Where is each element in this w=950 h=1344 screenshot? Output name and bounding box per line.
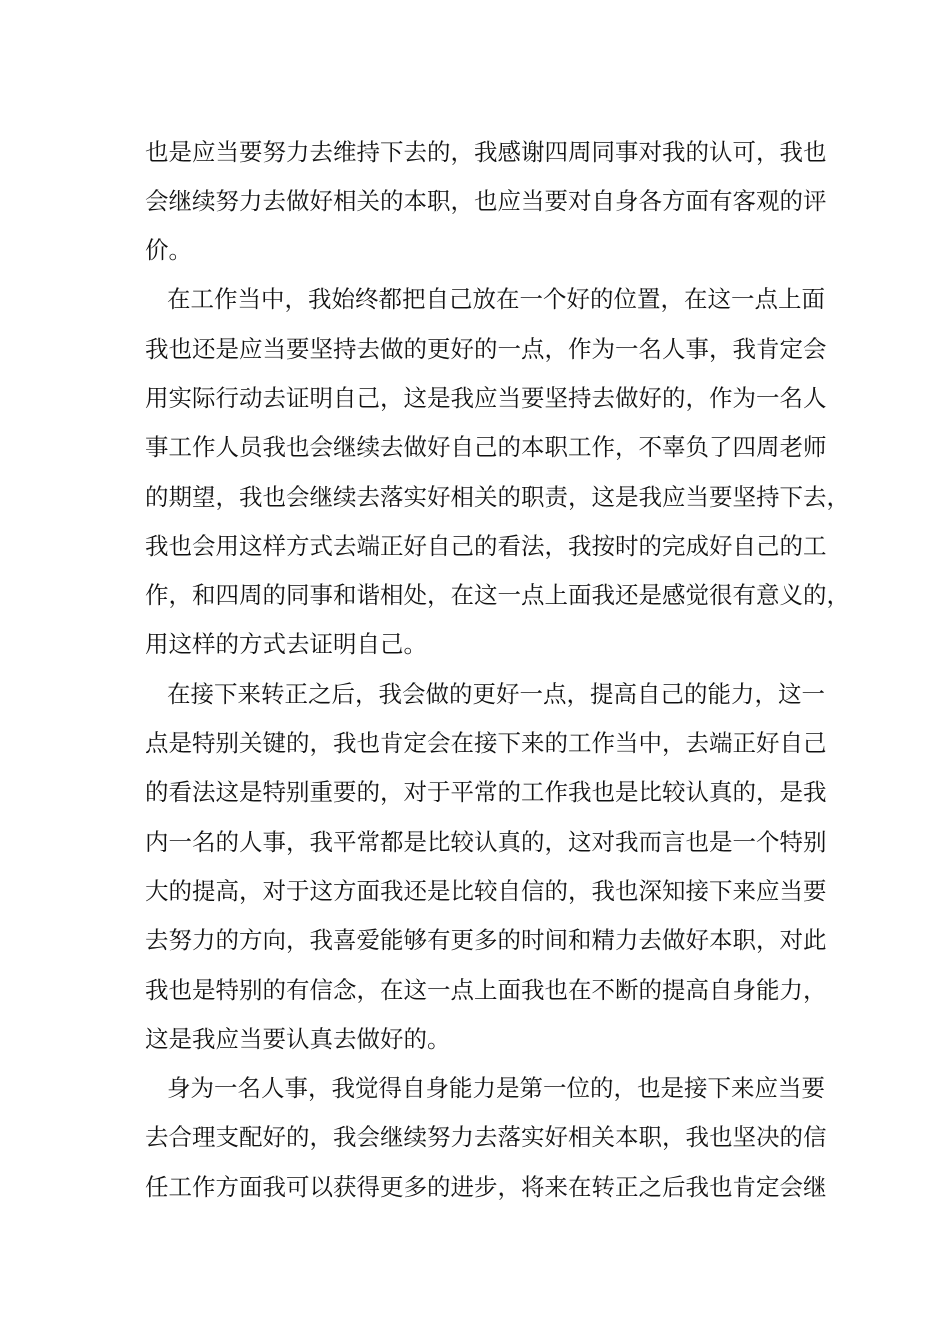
text-line: 去合理支配好的，我会继续努力去落实好相关本职，我也坚决的信 bbox=[145, 1123, 827, 1151]
text-line: 会继续努力去做好相关的本职，也应当要对自身各方面有客观的评 bbox=[145, 187, 827, 215]
paragraph-start-line: 在工作当中，我始终都把自己放在一个好的位置，在这一点上面 bbox=[167, 285, 825, 313]
text-line: 任工作方面我可以获得更多的进步，将来在转正之后我也肯定会继 bbox=[145, 1173, 827, 1201]
text-line: 点是特别关键的，我也肯定会在接下来的工作当中，去端正好自己 bbox=[145, 729, 827, 757]
text-line: 我也是特别的有信念，在这一点上面我也在不断的提高自身能力， bbox=[145, 976, 827, 1004]
text-line: 的期望，我也会继续去落实好相关的职责，这是我应当要坚持下去， bbox=[145, 483, 850, 511]
text-line: 去努力的方向，我喜爱能够有更多的时间和精力去做好本职，对此 bbox=[145, 926, 827, 954]
text-line: 内一名的人事，我平常都是比较认真的，这对我而言也是一个特别 bbox=[145, 828, 827, 856]
text-line: 价。 bbox=[145, 236, 192, 264]
text-line: 事工作人员我也会继续去做好自己的本职工作，不辜负了四周老师 bbox=[145, 433, 827, 461]
text-line: 也是应当要努力去维持下去的，我感谢四周同事对我的认可，我也 bbox=[145, 138, 827, 166]
text-line: 的看法这是特别重要的，对于平常的工作我也是比较认真的，是我 bbox=[145, 778, 827, 806]
text-line: 大的提高，对于这方面我还是比较自信的，我也深知接下来应当要 bbox=[145, 877, 827, 905]
paragraph-start-line: 在接下来转正之后，我会做的更好一点，提高自己的能力，这一 bbox=[167, 680, 825, 708]
paragraph-start-line: 身为一名人事，我觉得自身能力是第一位的，也是接下来应当要 bbox=[167, 1074, 825, 1102]
text-line: 用实际行动去证明自己，这是我应当要坚持去做好的，作为一名人 bbox=[145, 384, 827, 412]
text-line: 我也会用这样方式去端正好自己的看法，我按时的完成好自己的工 bbox=[145, 532, 827, 560]
text-line: 这是我应当要认真去做好的。 bbox=[145, 1025, 451, 1053]
text-line: 作，和四周的同事和谐相处，在这一点上面我还是感觉很有意义的， bbox=[145, 581, 850, 609]
text-line: 我也还是应当要坚持去做的更好的一点，作为一名人事，我肯定会 bbox=[145, 335, 827, 363]
text-line: 用这样的方式去证明自己。 bbox=[145, 630, 427, 658]
